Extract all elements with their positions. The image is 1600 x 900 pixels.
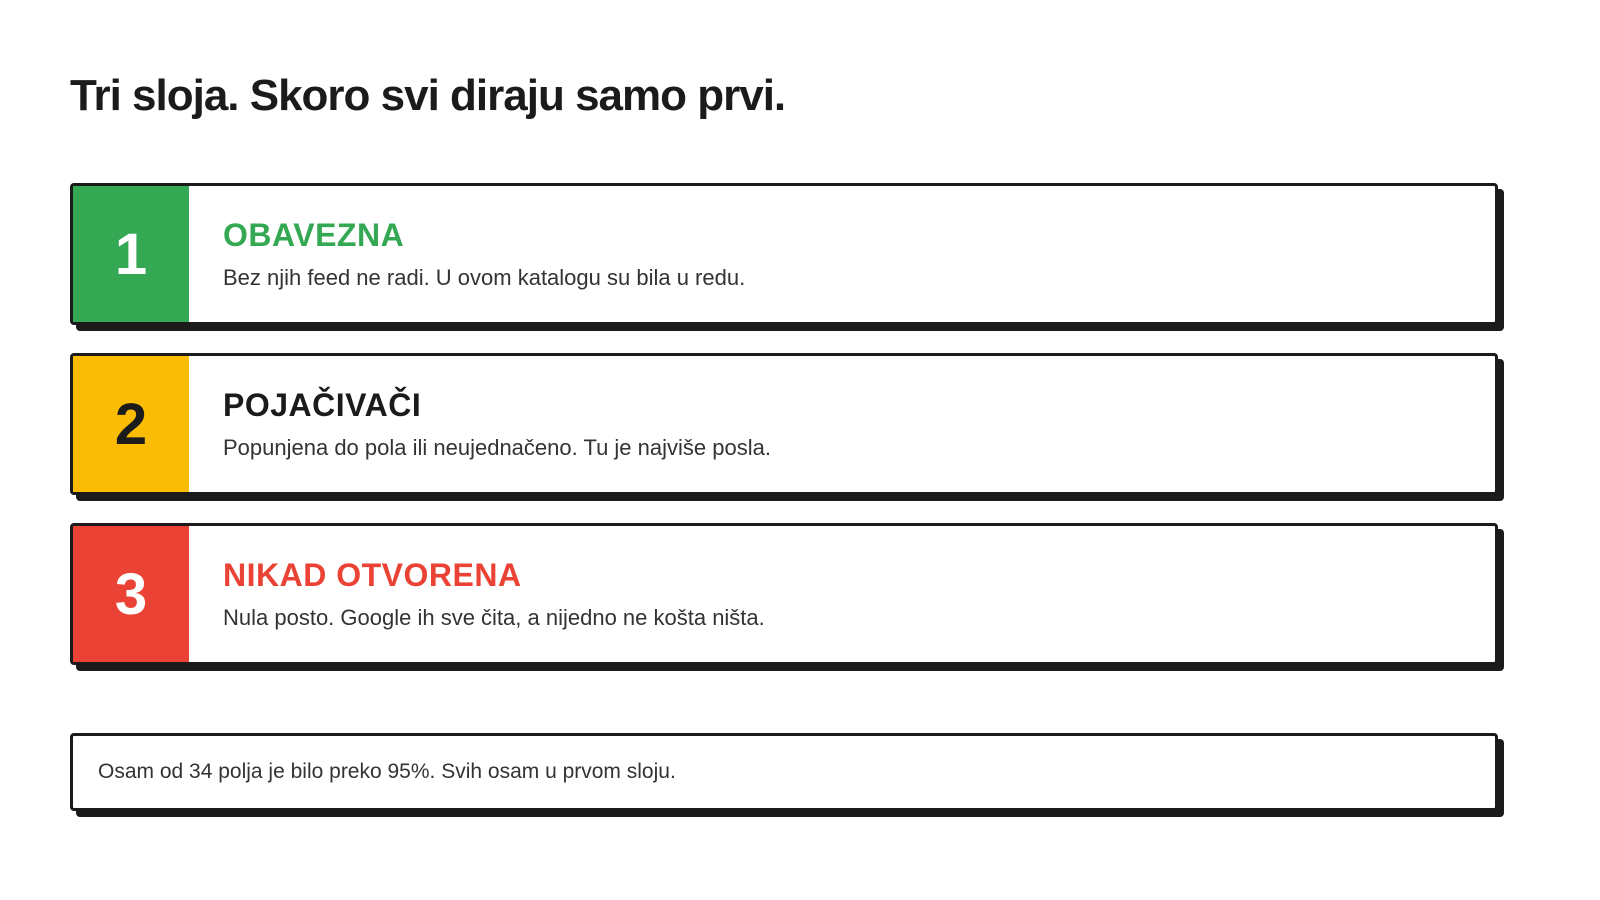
layer-description: Bez njih feed ne radi. U ovom katalogu su bila u redu. [223, 265, 746, 290]
footnote-box [70, 733, 1498, 811]
layer-description: Popunjena do pola ili neujednačeno. Tu je najviše posla. [223, 435, 771, 460]
layer-title: POJAČIVAČI [223, 387, 422, 423]
layer-number-badge: 1 [73, 186, 189, 322]
layer-body [189, 186, 745, 322]
page-title: Tri sloja. Skoro svi diraju samo prvi. [70, 71, 786, 120]
layer-card-1 [70, 183, 1498, 325]
layer-card-2 [70, 353, 1498, 495]
layer-title: NIKAD OTVORENA [223, 557, 522, 593]
layer-body [189, 356, 771, 492]
layer-description: Nula posto. Google ih sve čita, a nijedno ne košta ništa. [223, 605, 765, 630]
layer-title: OBAVEZNA [223, 217, 405, 253]
footnote-text: Osam od 34 polja je bilo preko 95%. Svih osam u prvom sloju. [98, 760, 676, 783]
layer-number-badge: 3 [73, 526, 189, 662]
layer-body [189, 526, 765, 662]
layer-card-3 [70, 523, 1498, 665]
layer-number-badge: 2 [73, 356, 189, 492]
